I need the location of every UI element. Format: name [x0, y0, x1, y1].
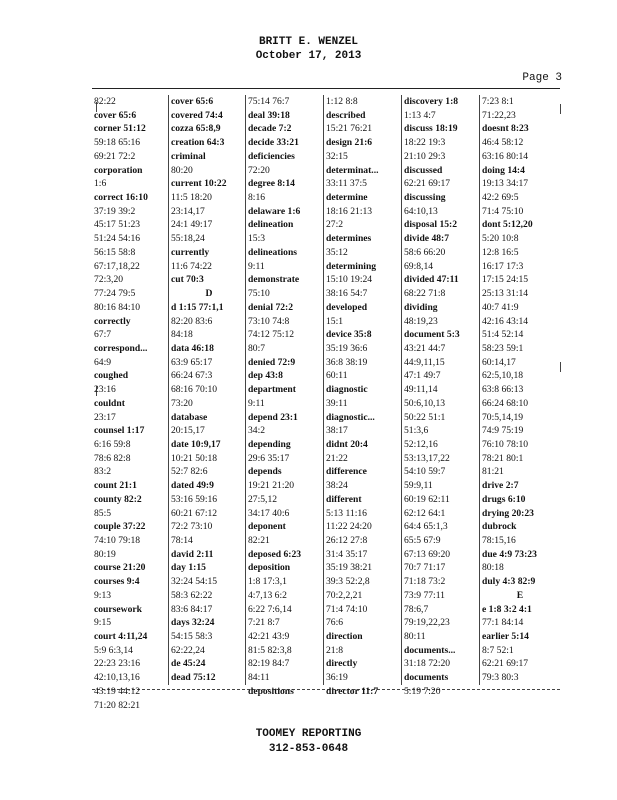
index-term: drive 2:7 [482, 480, 519, 492]
index-column-3 [248, 95, 324, 697]
page-line-ref: 78:6,7 [404, 603, 429, 615]
page-line-ref: 38:17 [326, 425, 348, 437]
index-term: e 1:8 3:2 4:1 [482, 603, 532, 615]
page-line-ref: 15:10 19:24 [326, 274, 373, 286]
page-line-ref: 32:24 54:15 [171, 576, 218, 588]
page-line-ref: 81:5 82:3,8 [248, 644, 292, 656]
index-term: cover 65:6 [171, 96, 214, 107]
page-line-ref: 1:13 4:7 [404, 109, 436, 121]
page-line-ref: 7:21 8:7 [248, 617, 280, 629]
page-line-ref: 4:7,13 6:2 [248, 589, 287, 601]
page-line-ref: 71:4 75:10 [482, 205, 524, 217]
page-line-ref: 23:16 [94, 384, 116, 396]
page-line-ref: 60:14,17 [482, 356, 516, 368]
page-line-ref: 12:8 16:5 [482, 246, 519, 258]
index-term: denial 72:2 [248, 301, 294, 313]
index-term: design 21:6 [326, 137, 373, 149]
page-line-ref: 80:11 [404, 631, 426, 643]
index-term: cozza 65:8,9 [171, 123, 221, 135]
page-line-ref: 11:6 74:22 [171, 260, 212, 272]
page-line-ref: 72:2 73:10 [171, 521, 213, 533]
page-line-ref: 36:8 38:19 [326, 356, 368, 368]
page-line-ref: 26:12 27:8 [326, 535, 368, 546]
index-term: documents... [404, 644, 456, 656]
page-line-ref: 43:19 44:12 [94, 685, 141, 697]
page-line-ref: 21:22 [326, 452, 348, 464]
page-line-ref: 49:11,14 [404, 384, 438, 396]
page-line-ref: 11:5 18:20 [171, 192, 212, 204]
page-line-ref: 52:7 82:6 [171, 466, 208, 478]
page-line-ref: 71:18 73:2 [404, 576, 446, 588]
index-term: depend 23:1 [248, 411, 298, 423]
page-line-ref: 63:16 80:14 [482, 150, 529, 162]
page-line-ref: 23:14,17 [171, 205, 205, 217]
page-line-ref: 36:19 [326, 672, 348, 684]
page-line-ref: 15:21 76:21 [326, 123, 373, 135]
page-line-ref: 29:6 35:17 [248, 452, 290, 464]
index-column-1 [94, 95, 170, 711]
page-line-ref: 66:24 67:3 [171, 370, 213, 382]
page-line-ref: 59:18 65:16 [94, 137, 141, 149]
page-line-ref: 1:12 8:8 [326, 96, 358, 107]
page-line-ref: 70:5,14,19 [482, 411, 524, 423]
page-line-ref: 18:22 19:3 [404, 137, 446, 149]
page-line-ref: 71:4 74:10 [326, 603, 368, 615]
page-number: Page 3 [522, 72, 562, 84]
page-line-ref: 27:5,12 [248, 493, 278, 505]
page-line-ref: 5:13 11:16 [326, 507, 367, 519]
page-line-ref: 27:2 [326, 219, 344, 231]
index-term: doing 14:4 [482, 164, 525, 176]
page-line-ref: 5:20 10:8 [482, 233, 519, 245]
page-line-ref: 79:3 80:3 [482, 672, 519, 684]
page-line-ref: 21:8 [326, 644, 344, 656]
index-term: dubrock [482, 521, 517, 533]
page-line-ref: 64:4 65:1,3 [404, 521, 448, 533]
page-line-ref: 78:21 80:1 [482, 452, 524, 464]
index-term: different [326, 493, 362, 505]
page-line-ref: 62:21 69:17 [404, 178, 451, 190]
index-term: dont 5:12,20 [482, 219, 533, 231]
page-line-ref: 39:3 52:2,8 [326, 576, 370, 588]
index-term: developed [326, 301, 368, 313]
page-line-ref: 84:11 [248, 672, 270, 684]
page-line-ref: 82:19 84:7 [248, 658, 290, 670]
page-line-ref: 1:6 [94, 178, 107, 190]
page-line-ref: 51:24 54:16 [94, 233, 141, 245]
page-line-ref: 80:7 [248, 342, 266, 354]
page-line-ref: 8:7 52:1 [482, 644, 514, 656]
index-term: dep 43:8 [248, 370, 283, 382]
page-line-ref: 31:18 72:20 [404, 658, 451, 670]
index-term: counsel 1:17 [94, 425, 145, 437]
page-line-ref: 82:21 [248, 535, 270, 546]
page-line-ref: 50:6,10,13 [404, 397, 446, 409]
index-term: discussing [404, 192, 446, 204]
column-divider [245, 95, 246, 685]
index-term: duly 4:3 82:9 [482, 576, 536, 588]
index-term: direction [326, 631, 363, 643]
index-term: delineation [248, 219, 294, 231]
page-line-ref: 60:21 67:12 [171, 507, 218, 519]
margin-mark [560, 104, 561, 114]
index-term: deponent [248, 521, 286, 533]
page-line-ref: 7:23 8:1 [482, 96, 514, 107]
column-divider [168, 95, 169, 685]
page-line-ref: 50:22 51:1 [404, 411, 446, 423]
page-line-ref: 79:19,22,23 [404, 617, 450, 629]
index-term: de 45:24 [171, 658, 206, 670]
index-term: corner 51:12 [94, 123, 146, 135]
page-line-ref: 60:11 [326, 370, 348, 382]
page-line-ref: 68:16 70:10 [171, 384, 218, 396]
page-line-ref: 76:6 [326, 617, 344, 629]
index-term: device 35:8 [326, 329, 372, 341]
index-term: covered 74:4 [171, 109, 223, 121]
page-line-ref: 24:1 49:17 [171, 219, 213, 231]
reporter-name: TOOMEY REPORTING [255, 728, 362, 740]
section-letter: D [205, 288, 213, 300]
page-line-ref: 83:2 [94, 466, 112, 478]
page-line-ref: 72:3,20 [94, 274, 124, 286]
page-line-ref: 42:2 69:5 [482, 192, 519, 204]
page-line-ref: 82:22 [94, 96, 116, 107]
page-line-ref: 64:9 [94, 356, 112, 368]
page-line-ref: 73:20 [171, 397, 193, 409]
page-line-ref: 31:4 35:17 [326, 548, 368, 560]
page-line-ref: 44:9,11,15 [404, 356, 445, 368]
page-line-ref: 48:19,23 [404, 315, 438, 327]
page-line-ref: 19:21 21:20 [248, 480, 295, 492]
index-term: delineations [248, 246, 298, 258]
index-term: difference [326, 466, 367, 478]
index-term: decide 33:21 [248, 137, 299, 149]
index-term: didnt 20:4 [326, 438, 368, 450]
page-line-ref: 75:14 76:7 [248, 96, 290, 107]
index-column-2 [171, 95, 247, 685]
index-term: correctly [94, 315, 131, 327]
index-term: determine [326, 192, 368, 204]
index-term: denied 72:9 [248, 356, 296, 368]
index-term: couldnt [94, 397, 125, 409]
index-term: data 46:18 [171, 342, 214, 354]
index-term: date 10:9,17 [171, 438, 221, 450]
index-term: demonstrate [248, 274, 300, 286]
index-term: directly [326, 658, 358, 670]
page-line-ref: 72:20 [248, 164, 270, 176]
page-line-ref: 74:10 79:18 [94, 535, 141, 546]
page-line-ref: 78:14 [171, 535, 193, 546]
page-line-ref: 54:10 59:7 [404, 466, 446, 478]
page-line-ref: 6:16 59:8 [94, 438, 131, 450]
page-line-ref: 9:15 [94, 617, 112, 629]
index-term: depends [248, 466, 282, 478]
index-term: department [248, 384, 296, 396]
index-term: county 82:2 [94, 493, 142, 505]
index-term: documents [404, 672, 449, 684]
page-line-ref: 15:1 [326, 315, 344, 327]
index-term: determining [326, 260, 377, 272]
index-term: corporation [94, 164, 143, 176]
page-line-ref: 75:10 [248, 288, 270, 300]
page-line-ref: 35:12 [326, 246, 348, 258]
index-term: doesnt 8:23 [482, 123, 529, 135]
page-line-ref: 76:10 78:10 [482, 438, 529, 450]
index-term: described [326, 109, 366, 121]
page-line-ref: 65:5 67:9 [404, 535, 441, 546]
index-column-5 [404, 95, 480, 697]
index-term: course 21:20 [94, 562, 146, 574]
page-line-ref: 35:19 38:21 [326, 562, 373, 574]
page-line-ref: 74:9 75:19 [482, 425, 524, 437]
index-term: decade 7:2 [248, 123, 292, 135]
page-line-ref: 62:5,10,18 [482, 370, 524, 382]
page-line-ref: 39:11 [326, 397, 348, 409]
index-term: depending [248, 438, 291, 450]
page-line-ref: 38:24 [326, 480, 348, 492]
page-line-ref: 82:20 83:6 [171, 315, 213, 327]
index-term: correspond... [94, 342, 148, 354]
page-line-ref: 62:12 64:1 [404, 507, 446, 519]
page-line-ref: 71:20 82:21 [94, 699, 141, 711]
index-term: director 11:7 [326, 685, 379, 697]
index-term: count 21:1 [94, 480, 137, 492]
page-line-ref: 47:1 49:7 [404, 370, 441, 382]
page-line-ref: 43:21 44:7 [404, 342, 446, 354]
index-term: cover 65:6 [94, 109, 137, 121]
index-term: correct 16:10 [94, 192, 148, 204]
index-term: d 1:15 77:1,1 [171, 301, 224, 313]
page-line-ref: 84:18 [171, 329, 193, 341]
page-line-ref: 42:21 43:9 [248, 631, 290, 643]
page-line-ref: 8:16 [248, 192, 266, 204]
page-line-ref: 15:3 [248, 233, 266, 245]
page-line-ref: 37:19 39:2 [94, 205, 136, 217]
page-line-ref: 16:17 17:3 [482, 260, 524, 272]
index-term: currently [171, 246, 210, 258]
page-line-ref: 5:19 7:20 [404, 685, 441, 697]
page-line-ref: 58:6 66:20 [404, 246, 446, 258]
index-term: diagnostic [326, 384, 368, 396]
index-term: discovery 1:8 [404, 96, 459, 107]
index-term: couple 37:22 [94, 521, 146, 533]
index-term: deposed 6:23 [248, 548, 302, 560]
page-line-ref: 63:9 65:17 [171, 356, 213, 368]
page-line-ref: 40:7 41:9 [482, 301, 519, 313]
index-term: document 5:3 [404, 329, 460, 341]
page-line-ref: 6:22 7:6,14 [248, 603, 292, 615]
page-line-ref: 34:17 40:6 [248, 507, 290, 519]
index-term: deal 39:18 [248, 109, 290, 121]
page-line-ref: 46:4 58:12 [482, 137, 524, 149]
page-line-ref: 80:19 [94, 548, 116, 560]
index-term: deposition [248, 562, 291, 574]
index-term: earlier 5:14 [482, 631, 529, 643]
column-divider [401, 95, 402, 685]
page-line-ref: 45:17 51:23 [94, 219, 141, 231]
page-line-ref: 38:16 54:7 [326, 288, 368, 300]
index-term: divide 48:7 [404, 233, 450, 245]
page-line-ref: 83:6 84:17 [171, 603, 213, 615]
page-line-ref: 73:9 77:11 [404, 589, 445, 601]
page-line-ref: 80:16 84:10 [94, 301, 141, 313]
page-line-ref: 78:15,16 [482, 535, 516, 546]
index-term: drying 20:23 [482, 507, 534, 519]
index-term: delaware 1:6 [248, 205, 301, 217]
page-line-ref: 23:17 [94, 411, 116, 423]
index-term: dividing [404, 301, 438, 313]
page-line-ref: 5:9 6:3,14 [94, 644, 133, 656]
page-line-ref: 56:15 58:8 [94, 246, 136, 258]
index-term: coughed [94, 370, 129, 382]
page-line-ref: 55:18,24 [171, 233, 205, 245]
index-term: courses 9:4 [94, 576, 140, 588]
index-term: david 2:11 [171, 548, 214, 560]
index-term: due 4:9 73:23 [482, 548, 537, 560]
page-line-ref: 21:10 29:3 [404, 150, 446, 162]
page-line-ref: 67:17,18,22 [94, 260, 140, 272]
page-line-ref: 19:13 34:17 [482, 178, 529, 190]
page-line-ref: 71:22,23 [482, 109, 516, 121]
page-line-ref: 33:11 37:5 [326, 178, 367, 190]
page-line-ref: 58:3 62:22 [171, 589, 213, 601]
page-line-ref: 51:4 52:14 [482, 329, 524, 341]
page-line-ref: 78:6 82:8 [94, 452, 131, 464]
page-line-ref: 51:3,6 [404, 425, 429, 437]
reporter-phone: 312-853-0648 [268, 743, 349, 755]
index-term: current 10:22 [171, 178, 227, 190]
page-line-ref: 9:13 [94, 589, 112, 601]
index-term: criminal [171, 150, 206, 162]
page-line-ref: 34:2 [248, 425, 266, 437]
index-term: court 4:11,24 [94, 631, 148, 643]
page-line-ref: 32:15 [326, 150, 348, 162]
index-column-4 [326, 95, 402, 697]
page-line-ref: 77:1 84:14 [482, 617, 524, 629]
page-line-ref: 80:18 [482, 562, 504, 574]
page-line-ref: 60:19 62:11 [404, 493, 450, 505]
deponent-name: BRITT E. WENZEL [258, 36, 359, 48]
page-line-ref: 11:22 24:20 [326, 521, 372, 533]
index-term: coursework [94, 603, 142, 615]
index-term: depositions [248, 685, 294, 697]
index-column-6 [482, 95, 558, 685]
page-line-ref: 73:10 74:8 [248, 315, 290, 327]
index-term: days 32:24 [171, 617, 215, 629]
index-term: divided 47:11 [404, 274, 459, 286]
page-line-ref: 64:10,13 [404, 205, 438, 217]
page-line-ref: 18:16 21:13 [326, 205, 373, 217]
deposition-date: October 17, 2013 [255, 50, 362, 62]
page-line-ref: 9:11 [248, 260, 265, 272]
index-term: discussed [404, 164, 443, 176]
index-term: discuss 18:19 [404, 123, 458, 135]
index-term: database [171, 411, 208, 423]
page-line-ref: 81:21 [482, 466, 504, 478]
page-line-ref: 10:21 50:18 [171, 452, 218, 464]
page-line-ref: 62:21 69:17 [482, 658, 529, 670]
page-line-ref: 25:13 31:14 [482, 288, 529, 300]
section-letter: E [516, 589, 524, 601]
page-line-ref: 67:13 69:20 [404, 548, 451, 560]
page-line-ref: 53:13,17,22 [404, 452, 450, 464]
page-line-ref: 70:2,2,21 [326, 589, 363, 601]
page-line-ref: 53:16 59:16 [171, 493, 218, 505]
page-line-ref: 1:8 17:3,1 [248, 576, 287, 588]
page-line-ref: 77:24 79:5 [94, 288, 136, 300]
index-term: diagnostic... [326, 411, 375, 423]
page-line-ref: 80:20 [171, 164, 193, 176]
index-term: dead 75:12 [171, 672, 216, 684]
page-line-ref: 70:7 71:17 [404, 562, 446, 574]
index-term: determines [326, 233, 372, 245]
page-line-ref: 63:8 66:13 [482, 384, 524, 396]
page-line-ref: 17:15 24:15 [482, 274, 529, 286]
page-line-ref: 62:22,24 [171, 644, 205, 656]
page-line-ref: 42:10,13,16 [94, 672, 140, 684]
page-line-ref: 22:23 23:16 [94, 658, 141, 670]
margin-mark [560, 362, 561, 372]
page-line-ref: 52:12,16 [404, 438, 438, 450]
page-line-ref: 74:12 75:12 [248, 329, 295, 341]
index-term: deficiencies [248, 150, 295, 162]
index-term: determinat... [326, 164, 379, 176]
page-line-ref: 58:23 59:1 [482, 342, 524, 354]
column-divider [479, 95, 480, 685]
page-line-ref: 59:9,11 [404, 480, 433, 492]
index-term: day 1:15 [171, 562, 206, 574]
index-term: cut 70:3 [171, 274, 204, 286]
page-line-ref: 35:19 36:6 [326, 342, 368, 354]
page-line-ref: 68:22 71:8 [404, 288, 446, 300]
page-line-ref: 67:7 [94, 329, 112, 341]
page-line-ref: 42:16 43:14 [482, 315, 529, 327]
page-line-ref: 69:8,14 [404, 260, 434, 272]
index-term: creation 64:3 [171, 137, 225, 149]
page-line-ref: 9:11 [248, 397, 265, 409]
index-term: degree 8:14 [248, 178, 295, 190]
page-line-ref: 20:15,17 [171, 425, 205, 437]
index-term: dated 49:9 [171, 480, 214, 492]
page-line-ref: 54:15 58:3 [171, 631, 213, 643]
index-term: disposal 15:2 [404, 219, 458, 231]
index-term: drugs 6:10 [482, 493, 526, 505]
page-line-ref: 66:24 68:10 [482, 397, 529, 409]
page-line-ref: 69:21 72:2 [94, 150, 136, 162]
column-divider [323, 95, 324, 685]
page-line-ref: 85:5 [94, 507, 112, 519]
